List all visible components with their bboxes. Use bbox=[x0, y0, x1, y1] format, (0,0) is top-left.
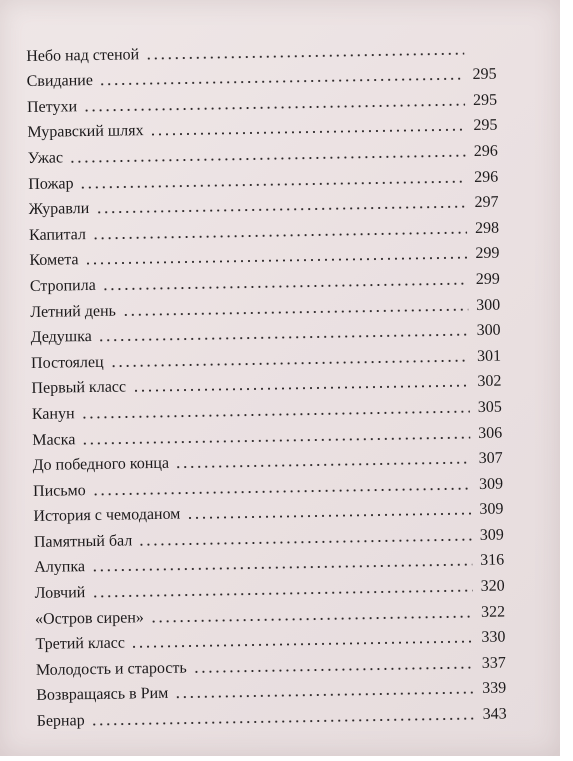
toc-entry-title: Памятный бал bbox=[33, 532, 133, 551]
dot-leader bbox=[193, 666, 474, 673]
toc-entry-title: Стропила bbox=[29, 276, 96, 295]
toc-entry-title: Летний день bbox=[30, 302, 117, 321]
toc-entry-title: Пожар bbox=[28, 174, 74, 193]
toc-entry-page-number: 337 bbox=[481, 654, 506, 672]
toc-entry-title: История с чемоданом bbox=[33, 505, 181, 526]
toc-entry-title: Ловчий bbox=[34, 584, 86, 602]
toc-entry-page-number: 297 bbox=[474, 193, 499, 212]
table-of-contents bbox=[26, 33, 507, 731]
toc-entry-title: Молодость и старость bbox=[35, 659, 187, 679]
toc-entry-page-number: 320 bbox=[480, 577, 505, 595]
toc-entry-page-number: 339 bbox=[482, 679, 507, 698]
toc-entry-page-number: 298 bbox=[474, 219, 500, 237]
toc-entry-page-number: 301 bbox=[476, 347, 502, 365]
toc-entry-page-number: 307 bbox=[478, 449, 503, 468]
toc-entry-page-number: 300 bbox=[476, 321, 501, 340]
toc-entry-title: Письмо bbox=[32, 481, 86, 500]
toc-entry-page-number: 296 bbox=[473, 142, 498, 160]
toc-entry-page-number: 295 bbox=[472, 91, 498, 109]
toc-entry-title: Первый класс bbox=[31, 378, 127, 398]
toc-entry-page-number: 309 bbox=[479, 500, 504, 519]
dot-leader bbox=[186, 512, 471, 519]
toc-entry-page-number: 309 bbox=[478, 475, 504, 493]
toc-entry-title: Муравский шлях bbox=[27, 122, 144, 142]
toc-entry-page-number: 330 bbox=[481, 628, 506, 647]
dot-leader bbox=[91, 717, 475, 726]
toc-entry-title: Алупка bbox=[34, 558, 86, 577]
toc-entry-page-number: 300 bbox=[476, 296, 501, 314]
toc-entry-title: Канун bbox=[31, 405, 75, 423]
toc-entry-title: «Остров сирен» bbox=[34, 608, 144, 628]
toc-entry-page-number: 299 bbox=[475, 270, 500, 288]
toc-entry-title: Дедушка bbox=[30, 328, 92, 347]
toc-entry-page-number: 295 bbox=[472, 65, 497, 84]
toc-entry-page-number: 322 bbox=[480, 603, 506, 621]
toc-entry-title: Маска bbox=[32, 430, 76, 449]
toc-entry-title: Возвращаясь в Рим bbox=[36, 685, 169, 705]
toc-entry-page-number: 295 bbox=[473, 116, 498, 135]
toc-entry-page-number: 302 bbox=[477, 372, 502, 391]
toc-entry-title: Петухи bbox=[26, 97, 78, 116]
toc-entry-title: Постоялец bbox=[30, 353, 104, 372]
toc-entry-page-number: 309 bbox=[479, 526, 504, 544]
toc-entry-title: До победного конца bbox=[32, 454, 170, 475]
toc-entry-title: Ужас bbox=[27, 149, 64, 167]
dot-leader bbox=[174, 691, 474, 699]
toc-entry-page-number: 305 bbox=[477, 398, 502, 416]
toc-entry-page-number: 296 bbox=[474, 168, 499, 186]
toc-entry-title: Третий класс bbox=[35, 634, 126, 654]
toc-entry-title: Капитал bbox=[28, 225, 87, 244]
toc-entry-title: Комета bbox=[29, 251, 79, 270]
toc-entry-page-number: 306 bbox=[478, 424, 503, 442]
toc-entry-title: Свидание bbox=[26, 72, 94, 91]
toc-entry-page-number: 343 bbox=[482, 705, 507, 723]
dot-leader bbox=[175, 461, 471, 469]
toc-entry-title: Журавли bbox=[28, 200, 90, 219]
toc-entry-page-number: 316 bbox=[480, 552, 505, 570]
toc-entry-title: Бернар bbox=[36, 712, 85, 730]
toc-entry-title: Небо над стеной bbox=[26, 45, 140, 65]
toc-entry-page-number: 299 bbox=[475, 244, 500, 263]
